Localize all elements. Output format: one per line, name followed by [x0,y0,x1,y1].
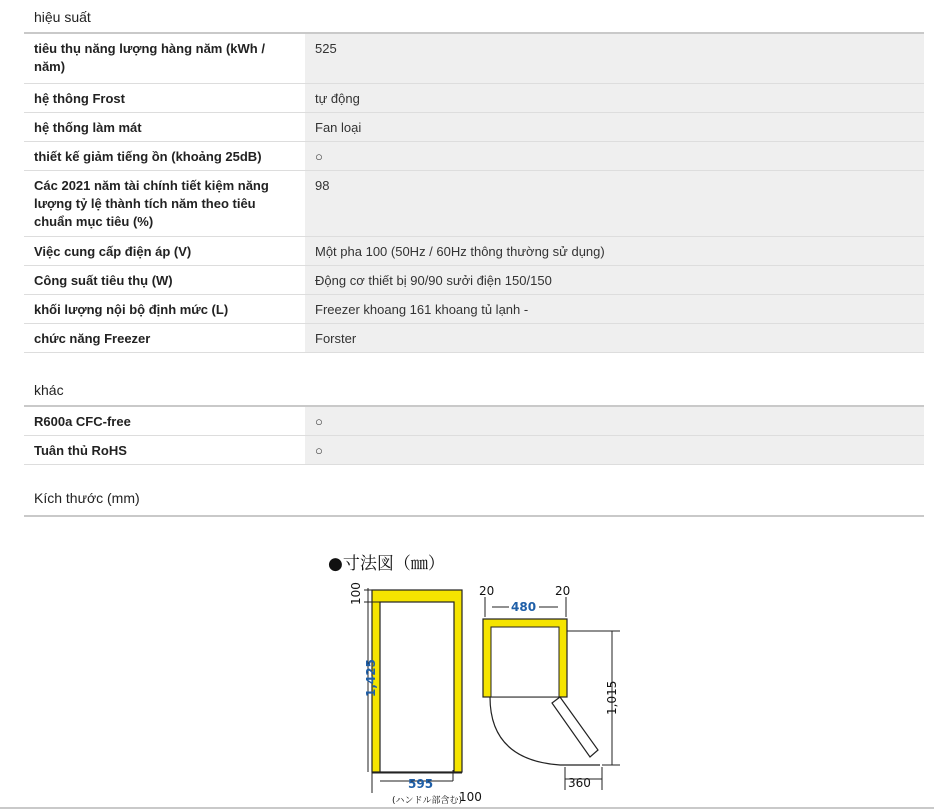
table-row [24,436,924,465]
row-label: tiêu thụ năng lượng hàng năm (kWh / năm) [24,34,305,83]
row-value: ○ [305,436,924,464]
row-label: Tuân thủ RoHS [24,436,305,464]
dim-inner-width: 480 [511,600,537,614]
table-row [24,171,924,237]
row-value: 98 [305,171,924,236]
section-title-dimensions: Kích thước (mm) [24,477,924,517]
dim-door: 360 [568,776,591,790]
table-row [24,237,924,266]
dim-depth: 1,015 [605,680,619,715]
diagram-title: ●寸法図（㎜） [328,554,445,574]
table-row [24,34,924,84]
dim-width: 595 [408,777,434,791]
side-view [479,584,620,790]
row-label: thiết kế giảm tiếng ồn (khoảng 25dB) [24,142,305,170]
row-value: Fan loại [305,113,924,141]
dim-handle-note: (ハンドル部含む) [392,796,463,806]
table-row [24,113,924,142]
row-label: hệ thông Frost [24,84,305,112]
row-value: Freezer khoang 161 khoang tủ lạnh - [305,295,924,323]
dim-side-right: 20 [555,584,571,598]
table-row [24,295,924,324]
front-inner [380,602,454,772]
row-label: Việc cung cấp điện áp (V) [24,237,305,265]
bottom-divider [0,807,934,809]
row-value: 525 [305,34,924,83]
row-value: ○ [305,407,924,435]
other-table [24,405,924,465]
dim-side-left: 20 [479,584,495,598]
spec-page [24,0,924,517]
table-row [24,142,924,171]
table-row [24,324,924,353]
table-row [24,84,924,113]
row-value: ○ [305,142,924,170]
row-value: tự động [305,84,924,112]
dim-right-gap: 100 [459,790,482,804]
performance-table [24,32,924,353]
row-value: Động cơ thiết bị 90/90 sưởi điện 150/150 [305,266,924,294]
dim-height: 1,425 [364,659,378,697]
section-title-other: khác [34,382,64,398]
row-value: Một pha 100 (50Hz / 60Hz thông thường sử dụng) [305,237,924,265]
door-leaf [552,697,598,757]
dimension-diagram [320,545,640,811]
row-label: khối lượng nội bộ định mức (L) [24,295,305,323]
row-label: Các 2021 năm tài chính tiết kiệm năng lượng tỷ lệ thành tích năm theo tiêu chuẩn mục tiêu (%) [24,171,305,236]
side-inner [491,627,559,697]
section-gap [24,353,924,373]
table-row [24,266,924,295]
dim-top: 100 [349,582,363,605]
row-label: chức năng Freezer [24,324,305,352]
row-value: Forster [305,324,924,352]
front-view [349,582,482,806]
row-label: hệ thống làm mát [24,113,305,141]
row-label: R600a CFC-free [24,407,305,435]
row-label: Công suất tiêu thụ (W) [24,266,305,294]
section-title-performance: hiệu suất [34,9,91,25]
table-row [24,407,924,436]
